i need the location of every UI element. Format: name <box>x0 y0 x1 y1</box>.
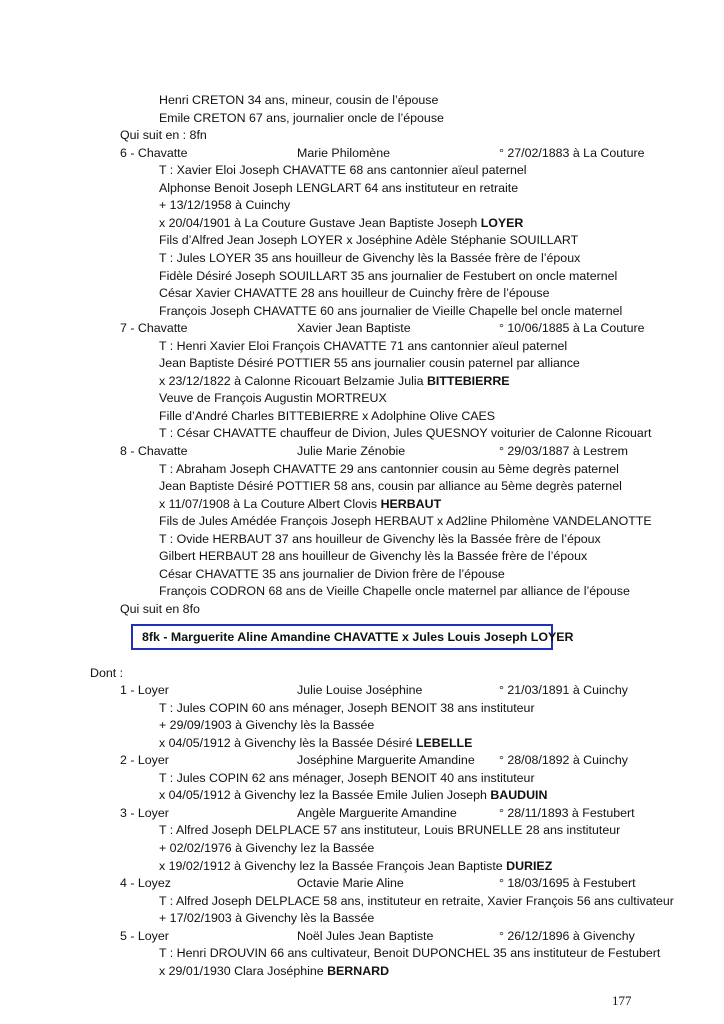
entry-given-names: Angèle Marguerite Amandine <box>297 805 457 820</box>
entry-marriage: x 04/05/1912 à Givenchy lez la Bassée Emile Julien Joseph BAUDUIN <box>159 788 548 803</box>
entry-detail: Fils d’Alfred Jean Joseph LOYER x Joséphine Adèle Stéphanie SOUILLART <box>159 233 579 248</box>
entry-detail: T : Xavier Eloi Joseph CHAVATTE 68 ans cantonnier aïeul paternel <box>159 163 527 178</box>
entry-detail: T : César CHAVATTE chauffeur de Divion, Jules QUESNOY voiturier de Calonne Ricouart <box>159 426 652 441</box>
entry-birth: ° 10/06/1885 à La Couture <box>499 321 645 336</box>
entry-detail: T : Jules COPIN 62 ans ménager, Joseph BENOIT 40 ans instituteur <box>159 770 535 785</box>
entry-detail: T : Ovide HERBAUT 37 ans houilleur de Givenchy lès la Bassée frère de l’époux <box>159 531 601 546</box>
entry-marriage: x 19/02/1912 à Givenchy lez la Bassée François Jean Baptiste DURIEZ <box>159 858 553 873</box>
entry-detail: Fidèle Désiré Joseph SOUILLART 35 ans journalier de Festubert on oncle maternel <box>159 268 618 283</box>
entry-detail: César Xavier CHAVATTE 28 ans houilleur de Cuinchy frère de l’épouse <box>159 286 550 301</box>
entry-name: 2 - Loyer <box>120 753 169 768</box>
entry-birth: ° 28/08/1892 à Cuinchy <box>499 753 628 768</box>
entry-detail: T : Abraham Joseph CHAVATTE 29 ans cantonnier cousin au 5ème degrès paternel <box>159 461 619 476</box>
entry-name: 6 - Chavatte <box>120 145 188 160</box>
entry-given-names: Julie Marie Zénobie <box>297 444 406 458</box>
entry-marriage: x 20/04/1901 à La Couture Gustave Jean Baptiste Joseph LOYER <box>159 215 524 230</box>
entry-detail: César CHAVATTE 35 ans journalier de Divion frère de l’épouse <box>159 566 505 581</box>
entry-detail: T : Jules LOYER 35 ans houilleur de Givenchy lès la Bassée frère de l’époux <box>159 250 581 265</box>
entry-detail: Alphonse Benoit Joseph LENGLART 64 ans instituteur en retraite <box>159 180 519 195</box>
spouse-surname: HERBAUT <box>380 496 442 511</box>
family-heading-box: 8fk - Marguerite Aline Amandine CHAVATTE x Jules Louis Joseph LOYER <box>131 624 553 650</box>
entry-detail: T : Henri Xavier Eloi François CHAVATTE 71 ans cantonnier aïeul paternel <box>159 338 568 353</box>
entry-header <box>0 681 724 699</box>
entry-name: 5 - Loyer <box>120 928 169 943</box>
entry-detail: + 13/12/1958 à Cuinchy <box>159 198 291 213</box>
entry-detail: T : Alfred Joseph DELPLACE 57 ans instituteur, Louis BRUNELLE 28 ans instituteur <box>159 823 621 838</box>
entry-detail: T : Henri DROUVIN 66 ans cultivateur, Benoit DUPONCHEL 35 ans instituteur de Festubert <box>159 946 661 961</box>
entry-given-names: Octavie Marie Aline <box>297 876 404 891</box>
entry-birth: ° 28/11/1893 à Festubert <box>499 805 635 820</box>
entry-detail: François Joseph CHAVATTE 60 ans journalier de Vieille Chapelle bel oncle maternel <box>159 303 623 318</box>
entry-detail: + 02/02/1976 à Givenchy lez la Bassée <box>159 841 375 855</box>
spouse-surname: BITTEBIERRE <box>426 373 510 388</box>
entry-header <box>0 927 724 945</box>
entry-name: 4 - Loyez <box>120 876 171 891</box>
entry-detail: Jean Baptiste Désiré POTTIER 58 ans, cousin par alliance au 5ème degrès paternel <box>159 479 622 494</box>
follow-reference: Qui suit en 8fo <box>120 601 200 616</box>
entry-birth: ° 21/03/1891 à Cuinchy <box>499 683 628 698</box>
entry-detail: Veuve de François Augustin MORTREUX <box>159 391 387 406</box>
spouse-surname: DURIEZ <box>506 858 553 873</box>
entry-given-names: Julie Louise Joséphine <box>297 683 423 698</box>
entry-header <box>0 874 724 892</box>
entry-header <box>0 319 724 337</box>
spouse-surname: BAUDUIN <box>490 788 548 803</box>
entry-detail: + 17/02/1903 à Givenchy lès la Bassée <box>159 911 375 926</box>
intro-line: Emile CRETON 67 ans, journalier oncle de l’épouse <box>159 110 444 125</box>
entry-detail: Fils de Jules Amédée François Joseph HERBAUT x Ad2line Philomène VANDELANOTTE <box>159 514 652 529</box>
entry-detail: T : Jules COPIN 60 ans ménager, Joseph BENOIT 38 ans instituteur <box>159 700 535 715</box>
entry-name: 8 - Chavatte <box>120 444 188 458</box>
entry-marriage: x 29/01/1930 Clara Joséphine BERNARD <box>159 963 390 978</box>
entry-marriage: x 04/05/1912 à Givenchy lès la Bassée Désiré LEBELLE <box>159 735 473 750</box>
entry-birth: ° 18/03/1695 à Festubert <box>499 876 636 891</box>
spouse-surname: BERNARD <box>327 963 390 978</box>
entry-detail: Jean Baptiste Désiré POTTIER 55 ans journalier cousin paternel par alliance <box>159 356 580 371</box>
entry-detail: Fille d’André Charles BITTEBIERRE x Adolphine Olive CAES <box>159 408 496 423</box>
follow-reference: Qui suit en : 8fn <box>120 128 207 143</box>
entry-name: 3 - Loyer <box>120 805 169 820</box>
page-number: 177 <box>612 993 632 1009</box>
entry-given-names: Marie Philomène <box>297 145 390 160</box>
entry-detail: T : Alfred Joseph DELPLACE 58 ans, instituteur en retraite, Xavier François 56 ans cultivateur <box>159 893 674 908</box>
entry-detail: + 29/09/1903 à Givenchy lès la Bassée <box>159 718 375 733</box>
entry-birth: ° 27/02/1883 à La Couture <box>499 145 645 160</box>
entry-name: 1 - Loyer <box>120 683 169 698</box>
entry-given-names: Noël Jules Jean Baptiste <box>297 928 434 943</box>
entry-header <box>0 144 724 162</box>
entry-header <box>0 804 724 822</box>
entry-header <box>0 751 724 769</box>
entry-given-names: Xavier Jean Baptiste <box>297 321 411 336</box>
spouse-surname: LEBELLE <box>415 735 473 750</box>
entry-header <box>0 442 724 460</box>
spouse-surname: LOYER <box>480 215 524 230</box>
entry-given-names: Joséphine Marguerite Amandine <box>297 753 475 768</box>
entry-marriage: x 23/12/1822 à Calonne Ricouart Belzamie Julia BITTEBIERRE <box>159 373 510 388</box>
entry-birth: ° 29/03/1887 à Lestrem <box>499 444 628 458</box>
entry-marriage: x 11/07/1908 à La Couture Albert Clovis HERBAUT <box>159 496 442 511</box>
entry-name: 7 - Chavatte <box>120 321 188 336</box>
intro-line: Henri CRETON 34 ans, mineur, cousin de l’épouse <box>159 93 439 107</box>
entry-birth: ° 26/12/1896 à Givenchy <box>499 928 635 943</box>
children-label: Dont : <box>90 665 124 680</box>
entry-detail: Gilbert HERBAUT 28 ans houilleur de Givenchy lès la Bassée frère de l’époux <box>159 549 588 564</box>
entry-detail: François CODRON 68 ans de Vieille Chapelle oncle maternel par alliance de l’épouse <box>159 584 630 599</box>
